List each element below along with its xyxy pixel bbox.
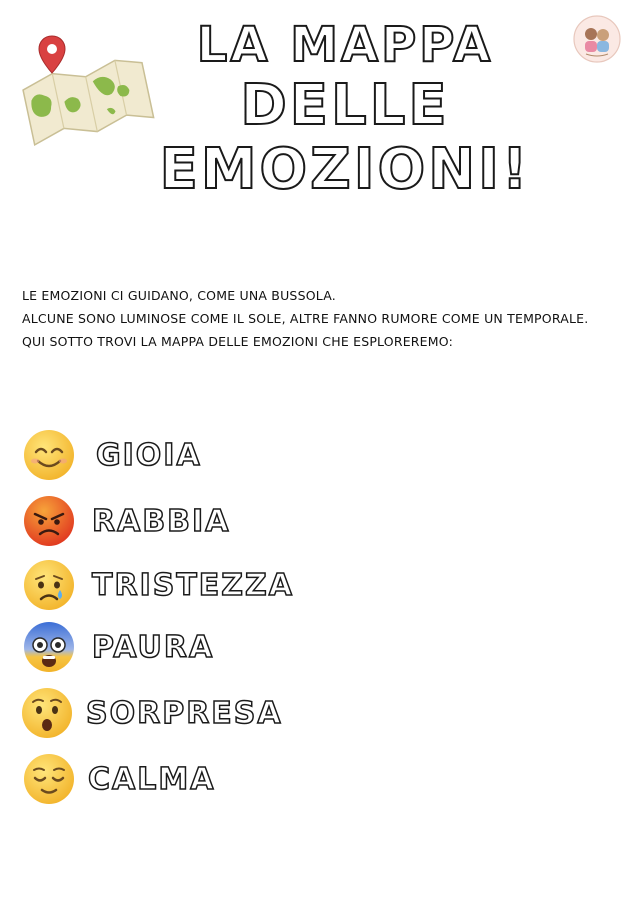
title-line-3: EMOZIONI! [159,137,531,202]
page-title [150,16,540,202]
list-item [20,620,340,676]
emotion-label-paura: PAURA [92,630,215,665]
list-item [20,686,340,742]
logo-icon [572,14,622,64]
emotion-label-tristezza: TRISTEZZA [92,568,295,603]
title-line-2: DELLE [240,73,450,138]
intro-line-2: ALCUNE SONO LUMINOSE COME IL SOLE, ALTRE FANNO RUMORE COME UN TEMPORALE. [22,311,589,326]
intro-line-3: QUI SOTTO TROVI LA MAPPA DELLE EMOZIONI CHE ESPLOREREMO: [22,334,453,349]
intro-line-1: LE EMOZIONI CI GUIDANO, COME UNA BUSSOLA. [22,288,336,303]
list-item [20,752,340,808]
emotion-label-sorpresa: SORPRESA [86,696,283,731]
list-item [20,558,340,614]
list-item [20,494,340,550]
emotion-label-calma: CALMA [88,762,216,797]
crying-face-icon [22,558,76,612]
relieved-face-icon [22,752,76,806]
emotion-label-gioia: GIOIA [96,438,202,473]
surprised-face-icon [20,686,74,740]
fearful-face-icon [22,620,76,674]
map-illustration-icon [8,28,156,148]
emotion-label-rabbia: RABBIA [92,504,231,539]
intro-text [22,284,622,353]
list-item [20,428,340,484]
title-line-1: LA MAPPA [196,17,494,73]
smiling-face-icon [22,428,76,482]
angry-face-icon [22,494,76,548]
